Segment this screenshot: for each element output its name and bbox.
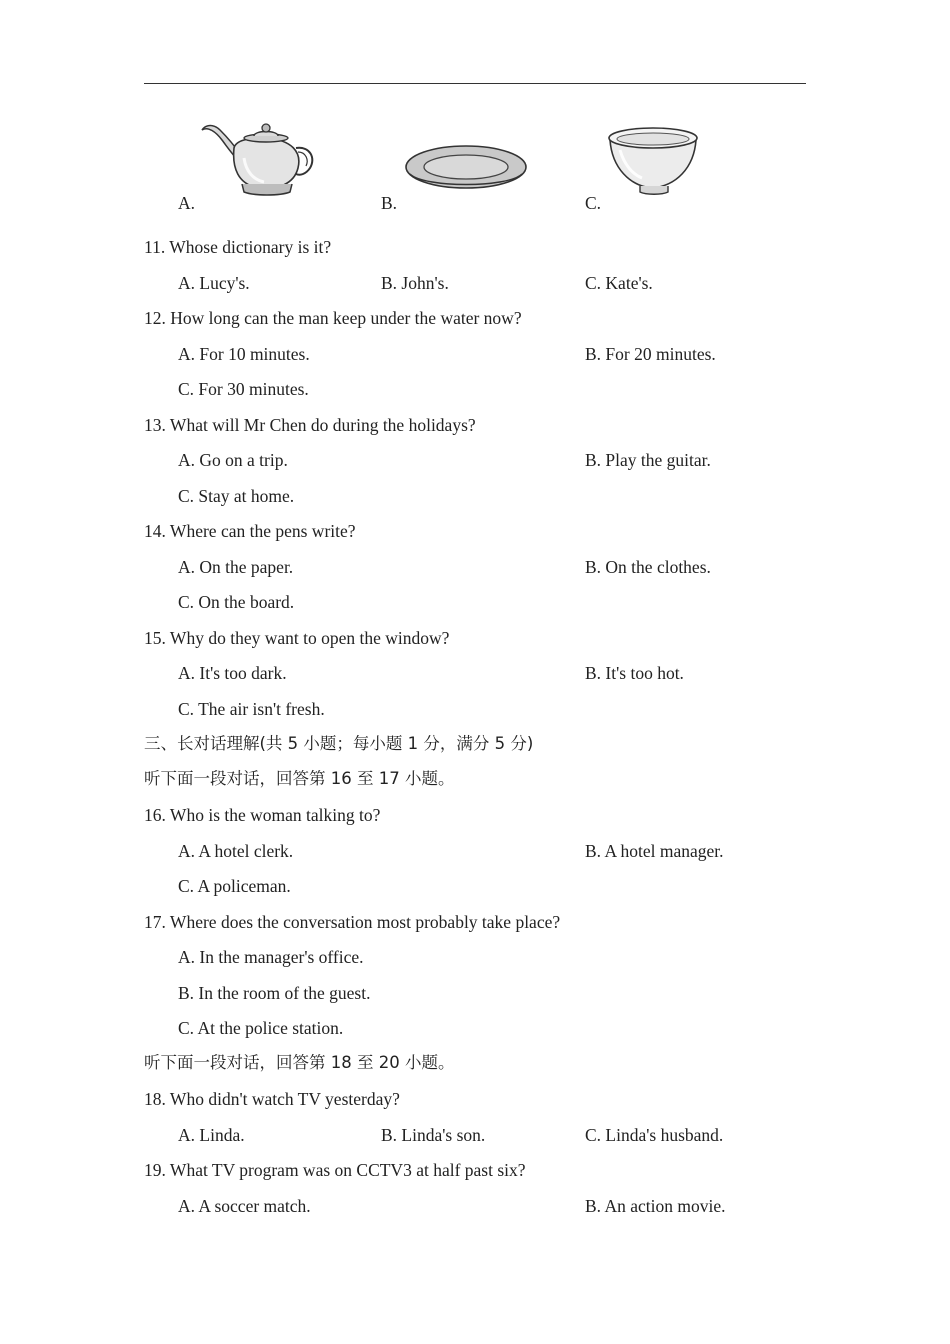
q12-option-c: C. For 30 minutes. (178, 379, 309, 399)
instruction-18-20: 听下面一段对话，回答第 18 至 20 小题。 (144, 1053, 455, 1072)
question-15-options-ab (0, 660, 950, 686)
question-14 (0, 518, 950, 544)
question-15 (0, 625, 950, 651)
plate-icon (404, 142, 528, 196)
question-16-options-c (0, 873, 950, 899)
question-18-options (0, 1122, 950, 1148)
q17-option-c: C. At the police station. (178, 1018, 344, 1038)
question-14-options-c (0, 589, 950, 615)
section-3-title: 三、长对话理解(共 5 小题；每小题 1 分，满分 5 分) (144, 734, 534, 753)
question-19-text: 19. What TV program was on CCTV3 at half past six? (144, 1160, 526, 1180)
question-18-text: 18. Who didn't watch TV yesterday? (144, 1089, 400, 1109)
q18-option-a: A. Linda. (178, 1125, 245, 1145)
bowl-icon (606, 124, 700, 196)
question-13-text: 13. What will Mr Chen do during the holidays? (144, 415, 476, 435)
section-3-heading (0, 731, 950, 757)
q13-option-b: B. Play the guitar. (585, 450, 711, 470)
instruction-16-17: 听下面一段对话，回答第 16 至 17 小题。 (144, 769, 455, 788)
q14-option-b: B. On the clothes. (585, 557, 711, 577)
question-12-text: 12. How long can the man keep under the water now? (144, 308, 522, 328)
q13-option-c: C. Stay at home. (178, 486, 295, 506)
q15-option-b: B. It's too hot. (585, 663, 684, 683)
section-3-instruction-2 (0, 1050, 950, 1076)
question-13 (0, 412, 950, 438)
q18-option-c: C. Linda's husband. (585, 1125, 724, 1145)
q14-option-a: A. On the paper. (178, 557, 294, 577)
q16-option-a: A. A hotel clerk. (178, 841, 294, 861)
q15-option-a: A. It's too dark. (178, 663, 287, 683)
picture-label-a: A. (178, 193, 196, 213)
question-19 (0, 1157, 950, 1183)
question-11-options (0, 270, 950, 296)
section-3-instruction-1 (0, 766, 950, 792)
question-12-options-c (0, 376, 950, 402)
question-11 (0, 234, 950, 260)
question-17-option-b-row (0, 980, 950, 1006)
q11-option-c: C. Kate's. (585, 273, 653, 293)
teapot-icon (198, 118, 318, 200)
picture-label-c: C. (585, 193, 602, 213)
q14-option-c: C. On the board. (178, 592, 295, 612)
question-15-text: 15. Why do they want to open the window? (144, 628, 450, 648)
picture-label-b: B. (381, 193, 398, 213)
question-17-text: 17. Where does the conversation most probably take place? (144, 912, 561, 932)
q12-option-b: B. For 20 minutes. (585, 344, 716, 364)
question-15-options-c (0, 696, 950, 722)
question-16-options-ab (0, 838, 950, 864)
question-16-text: 16. Who is the woman talking to? (144, 805, 381, 825)
q13-option-a: A. Go on a trip. (178, 450, 288, 470)
question-11-text: 11. Whose dictionary is it? (144, 237, 332, 257)
question-19-options-ab (0, 1193, 950, 1219)
q16-option-b: B. A hotel manager. (585, 841, 724, 861)
question-13-options-ab (0, 447, 950, 473)
header-rule (144, 83, 806, 84)
question-16 (0, 802, 950, 828)
q11-option-a: A. Lucy's. (178, 273, 250, 293)
q16-option-c: C. A policeman. (178, 876, 291, 896)
question-17 (0, 909, 950, 935)
q11-option-b: B. John's. (381, 273, 449, 293)
q19-option-a: A. A soccer match. (178, 1196, 311, 1216)
question-14-options-ab (0, 554, 950, 580)
question-12-options-ab (0, 341, 950, 367)
q19-option-b: B. An action movie. (585, 1196, 726, 1216)
question-17-option-c-row (0, 1015, 950, 1041)
q18-option-b: B. Linda's son. (381, 1125, 486, 1145)
q15-option-c: C. The air isn't fresh. (178, 699, 325, 719)
question-12 (0, 305, 950, 331)
question-13-options-c (0, 483, 950, 509)
q17-option-a: A. In the manager's office. (178, 947, 364, 967)
question-17-option-a-row (0, 944, 950, 970)
question-14-text: 14. Where can the pens write? (144, 521, 356, 541)
question-18 (0, 1086, 950, 1112)
q12-option-a: A. For 10 minutes. (178, 344, 310, 364)
q17-option-b: B. In the room of the guest. (178, 983, 371, 1003)
